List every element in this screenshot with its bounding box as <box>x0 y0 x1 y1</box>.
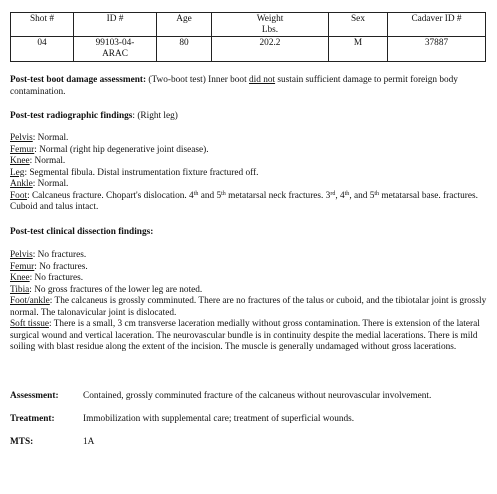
assessment-label: Assessment: <box>10 391 59 401</box>
clinical-heading: Post-test clinical dissection findings: <box>10 227 154 237</box>
finding-leg: Leg: Segmental fibula. Distal instrumentation fixture fractured off. <box>10 167 259 178</box>
radiographic-findings <box>10 133 488 214</box>
treatment-text: Immobilization with supplemental care; treatment of superficial wounds. <box>83 414 355 424</box>
boot-damage-paragraph: Post-test boot damage assessment: (Two-boot test) Inner boot did not sustain sufficient damage to permit foreign body contamination. <box>10 75 458 97</box>
header-age: Age <box>157 13 212 37</box>
clinical-tibia: Tibia: No gross fractures of the lower leg are noted. <box>10 284 203 295</box>
clinical-findings <box>10 250 488 354</box>
cell-cadaver-id: 37887 <box>388 37 486 62</box>
header-cadaver-id: Cadaver ID # <box>388 13 486 37</box>
boot-damage-heading: Post-test boot damage assessment <box>10 75 143 85</box>
header-weight <box>212 13 329 37</box>
cell-id-part1: 99103-04- <box>95 38 135 48</box>
mts-value: 1A <box>83 437 95 447</box>
cell-id-part2: ARAC <box>102 48 128 59</box>
shot-info-table <box>10 12 486 62</box>
finding-foot: Foot: Calcaneus fracture. Chopart's dislocation. 4th and 5th metatarsal neck fractures. 3rd, 4th, and 5th metatarsal base. fractures. Cuboid and talus intact. <box>10 190 478 212</box>
cell-shot: 04 <box>11 37 74 62</box>
clinical-soft-tissue: Soft tissue: There is a small, 3 cm transverse laceration medially without gross contamination. There is extension of the lateral surgical wound and vertical laceration. The neurovascular bundle is in continuity despite the medial lacerations. There is mild soiling with blast residue along the extent of the incision. The muscle is generally undamaged without gross lacerations. <box>10 319 480 352</box>
header-shot: Shot # <box>11 13 74 37</box>
cell-sex: M <box>329 37 388 62</box>
cell-age: 80 <box>157 37 212 62</box>
clinical-knee: Knee: No fractures. <box>10 273 84 283</box>
finding-femur: Femur: Normal (right hip degenerative joint disease). <box>10 144 209 155</box>
cell-id <box>74 37 157 62</box>
clinical-femur: Femur: No fractures. <box>10 261 88 272</box>
boot-damage-section <box>10 75 488 98</box>
table-header-row <box>11 13 486 37</box>
header-weight-label: Weight <box>256 14 284 24</box>
finding-knee: Knee: Normal. <box>10 156 66 166</box>
cell-weight: 202.2 <box>212 37 329 62</box>
table-row <box>11 37 486 62</box>
header-weight-unit: Lbs. <box>261 24 279 35</box>
clinical-foot-ankle: Foot/ankle: The calcaneus is grossly comminuted. There are no fractures of the talus or cuboid, and the tibiotalar joint is grossly normal. The talonavicular joint is dislocated. <box>10 296 487 318</box>
treatment-label: Treatment: <box>10 414 55 424</box>
radiographic-heading: Post-test radiographic findings: (Right leg) <box>10 111 178 121</box>
assessment-text: Contained, grossly comminuted fracture of the calcaneus without neurovascular involvement. <box>83 391 432 401</box>
finding-ankle: Ankle: Normal. <box>10 179 69 189</box>
header-sex: Sex <box>329 13 388 37</box>
header-id: ID # <box>74 13 157 37</box>
did-not-text: did not <box>248 75 276 85</box>
clinical-pelvis: Pelvis: No fractures. <box>10 250 87 260</box>
mts-label: MTS: <box>10 437 34 447</box>
finding-pelvis: Pelvis: Normal. <box>10 133 69 143</box>
